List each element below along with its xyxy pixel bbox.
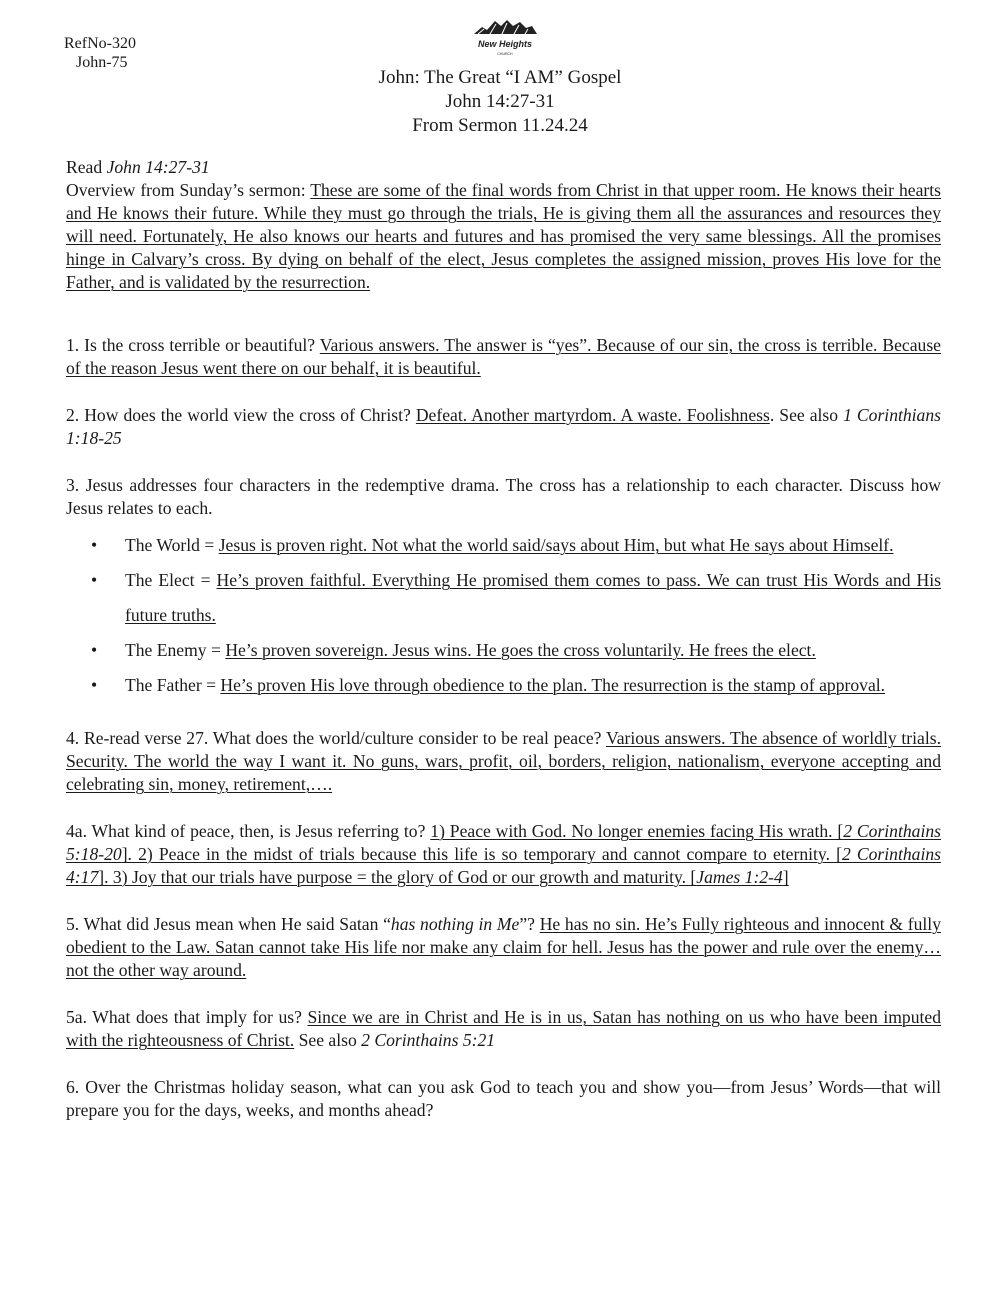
overview-paragraph: Overview from Sunday’s sermon: These are some of the final words from Christ in that upper room. He knows their hearts and He knows their future. While they must go through the trials, He is giving them all the assurances and resources they will need. Fortunately, He also knows our hearts and futures and has promised the very same blessings. All the promises hinge in Calvary’s cross. By dying on behalf of the elect, Jesus completes the assigned mission, proves His love for the Father, and is validated by the resurrection. <box>66 180 942 292</box>
read-reference: John 14:27-31 <box>106 157 210 177</box>
answer-1: Various answers. The answer is “yes”. Because of our sin, the cross is terrible. Because of the reason Jesus went there on our behalf, it is beautiful. <box>66 335 941 378</box>
answer-4: Various answers. The absence of worldly trials. Security. The world the way I want it. No guns, wars, profit, oil, borders, religion, nationalism, everyone accepting and celebrating sin, money, retirement,…. <box>66 728 941 794</box>
question-4a: 4a. What kind of peace, then, is Jesus referring to? 1) Peace with God. No longer enemies facing His wrath. [2 Corinthains 5:18-20]. 2) Peace in the midst of trials because this life is so temporary and cannot compare to eternity. [2 Corinthains 4:17]. 3) Joy that our trials have purpose = the glory of God or our growth and maturity. [James 1:2-4] <box>66 821 941 887</box>
question-4: 4. Re-read verse 27. What does the world/culture consider to be real peace? Various answers. The absence of worldly trials. Security. The world the way I want it. No guns, wars, profit, oil, borders, religion, nationalism, everyone accepting and celebrating sin, money, retirement,…. <box>66 728 941 794</box>
reference-5a: 2 Corinthains 5:21 <box>361 1030 496 1050</box>
question-5: 5. What did Jesus mean when He said Satan “has nothing in Me”? He has no sin. He’s Fully righteous and innocent & fully obedient to the Law. Satan cannot take His life nor make any claim for hell. Jesus has the power and rule over the enemy…not the other way around. <box>66 914 941 980</box>
overview-answer: These are some of the final words from Christ in that upper room. He knows their hearts and He knows their future. While they must go through the trials, He is giving them all the assurances and resources they will need. Fortunately, He also knows our hearts and futures and has promised the very same blessings. All the promises hinge in Calvary’s cross. By dying on behalf of the elect, Jesus completes the assigned mission, proves His love for the Father, and is validated by the resurrection. <box>66 180 942 292</box>
question-2: 2. How does the world view the cross of Christ? Defeat. Another martyrdom. A waste. Foolishness. See also 1 Corinthians 1:18-25 <box>66 405 941 448</box>
question-5a: 5a. What does that imply for us? Since we are in Christ and He is in us, Satan has nothing on us who have been imputed with the righteousness of Christ. See also 2 Corinthains 5:21 <box>66 1007 941 1050</box>
read-line: Read John 14:27-31 <box>66 157 210 177</box>
page-header <box>0 66 1000 138</box>
question-3: 3. Jesus addresses four characters in the redemptive drama. The cross has a relationship to each character. Discuss how Jesus relates to each. <box>66 475 941 518</box>
answer-2: Defeat. Another martyrdom. A waste. Foolishness <box>415 405 770 425</box>
church-logo <box>470 18 540 62</box>
passage-reference: John 14:27-31 <box>445 91 555 112</box>
worksheet-body <box>66 156 941 1122</box>
sermon-date: From Sermon 11.24.24 <box>412 115 588 136</box>
logo-name: New Heights <box>477 39 533 49</box>
list-item: • The Enemy = He’s proven sovereign. Jesus wins. He goes the cross voluntarily. He frees the elect. <box>125 633 941 668</box>
answer-5: He has no sin. He’s Fully righteous and innocent & fully obedient to the Law. Satan cannot take His life nor make any claim for hell. Jesus has the power and rule over the enemy…not the other way around. <box>66 914 941 980</box>
answer-4a: 1) Peace with God. No longer enemies facing His wrath. [2 Corinthains 5:18-20]. 2) Peace in the midst of trials because this life is so temporary and cannot compare to eternity. [2 Corinthains 4:17]. 3) Joy that our trials have purpose = the glory of God or our growth and maturity. [James 1:2-4] <box>66 821 941 887</box>
question-6: 6. Over the Christmas holiday season, what can you ask God to teach you and show you—from Jesus’ Words—that will prepare you for the days, weeks, and months ahead? <box>66 1077 941 1120</box>
character-list <box>66 528 941 703</box>
list-item: • The Elect = He’s proven faithful. Everything He promised them comes to pass. We can trust His Words and His future truths. <box>125 563 941 633</box>
ref-line-2: John-75 <box>76 54 128 71</box>
ref-line-1: RefNo-320 <box>64 35 136 52</box>
list-item: • The Father = He’s proven His love through obedience to the plan. The resurrection is the stamp of approval. <box>125 668 941 703</box>
list-item: • The World = Jesus is proven right. Not what the world said/says about Him, but what He says about Himself. <box>125 528 941 563</box>
reference-2: 1 Corinthians 1:18-25 <box>66 405 941 448</box>
logo-sub: CHURCH <box>497 52 513 56</box>
page-title: John: The Great “I AM” Gospel <box>378 67 622 88</box>
question-1: 1. Is the cross terrible or beautiful? Various answers. The answer is “yes”. Because of our sin, the cross is terrible. Because of the reason Jesus went there on our behalf, it is beautiful. <box>66 335 941 378</box>
answer-5a: Since we are in Christ and He is in us, Satan has nothing on us who have been imputed with the righteousness of Christ. <box>66 1007 941 1050</box>
